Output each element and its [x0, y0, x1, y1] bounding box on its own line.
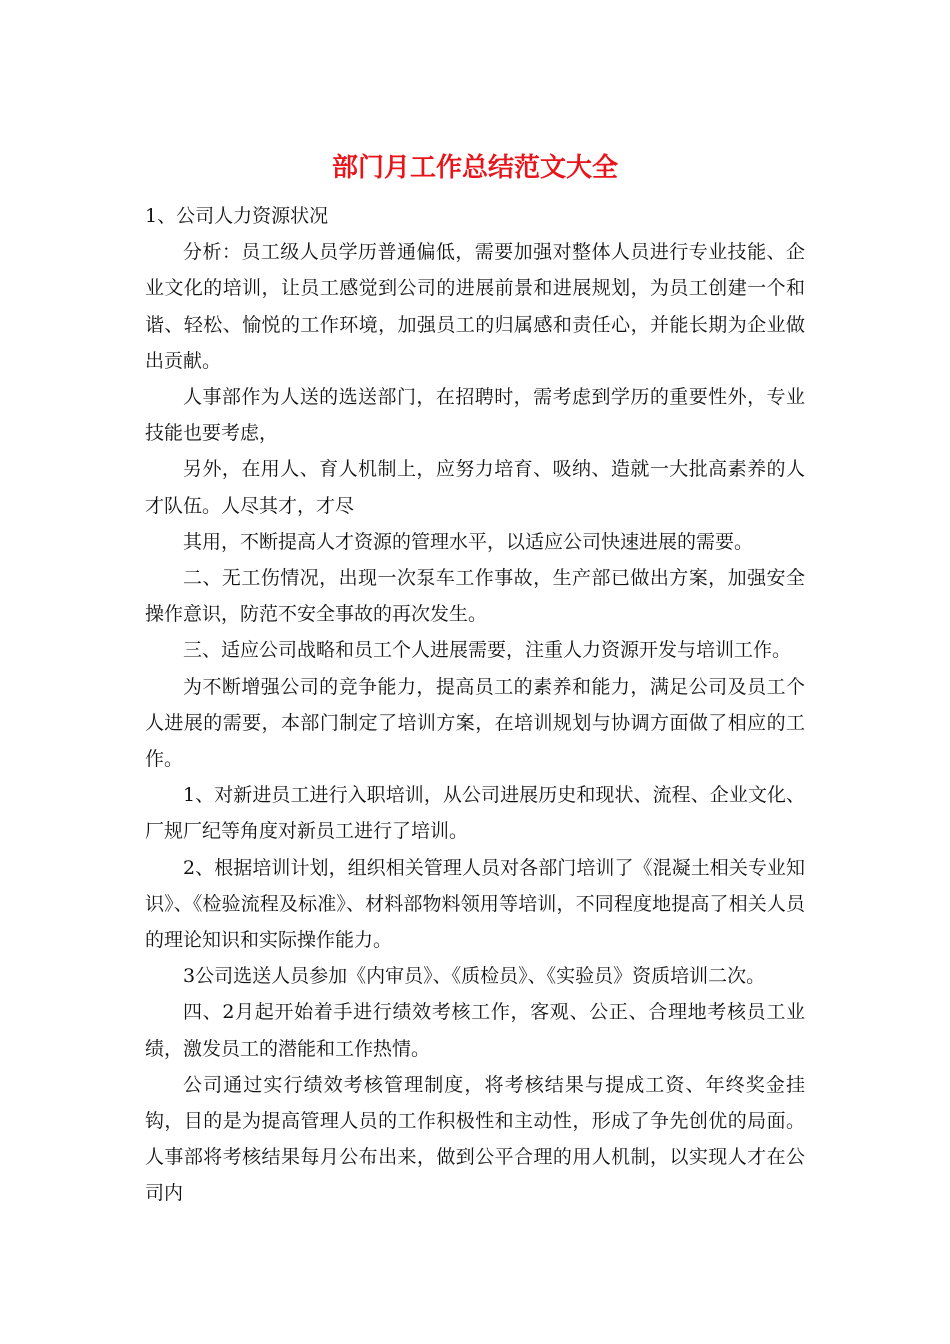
document-body — [145, 198, 805, 1212]
paragraph: 2、根据培训计划，组织相关管理人员对各部门培训了《混凝土相关专业知识》、《检验流程及标准》、材料部物料领用等培训，不同程度地提高了相关人员的理论知识和实际操作能力。 — [145, 856, 805, 952]
paragraph: 另外，在用人、育人机制上，应努力培育、吸纳、造就一大批高素养的人才队伍。人尽其才，才尽 — [145, 458, 805, 517]
document-title: 部门月工作总结范文大全 — [331, 153, 618, 183]
paragraph: 分析：员工级人员学历普通偏低，需要加强对整体人员进行专业技能、企业文化的培训，让员工感觉到公司的进展前景和进展规划，为员工创建一个和谐、轻松、愉悦的工作环境，加强员工的归属感和责任心，并能长期为企业做出贡献。 — [145, 241, 805, 372]
paragraph: 二、无工伤情况，出现一次泵车工作事故，生产部已做出方案，加强安全操作意识，防范不安全事故的再次发生。 — [145, 567, 805, 626]
paragraph: 1、对新进员工进行入职培训，从公司进展历史和现状、流程、企业文化、厂规厂纪等角度对新员工进行了培训。 — [145, 784, 805, 843]
paragraph: 为不断增强公司的竞争能力，提高员工的素养和能力，满足公司及员工个人进展的需要，本部门制定了培训方案，在培训规划与协调方面做了相应的工作。 — [145, 675, 805, 771]
paragraph: 3公司选送人员参加《内审员》、《质检员》、《实验员》资质培训二次。 — [183, 965, 766, 988]
paragraph: 四、2月起开始着手进行绩效考核工作，客观、公正、合理地考核员工业绩，激发员工的潜能和工作热情。 — [145, 1001, 805, 1060]
paragraph: 其用，不断提高人才资源的管理水平，以适应公司快速进展的需要。 — [183, 530, 754, 553]
section-heading: 1、公司人力资源状况 — [145, 205, 329, 227]
paragraph: 人事部作为人送的选送部门，在招聘时，需考虑到学历的重要性外，专业技能也要考虑， — [145, 386, 805, 445]
paragraph: 公司通过实行绩效考核管理制度，将考核结果与提成工资、年终奖金挂钩，目的是为提高管理人员的工作积极性和主动性，形成了争先创优的局面。人事部将考核结果每月公布出来，做到公平合理的用人机制，以实现人才在公司内 — [145, 1073, 805, 1205]
paragraph: 三、适应公司战略和员工个人进展需要，注重人力资源开发与培训工作。 — [183, 639, 792, 662]
